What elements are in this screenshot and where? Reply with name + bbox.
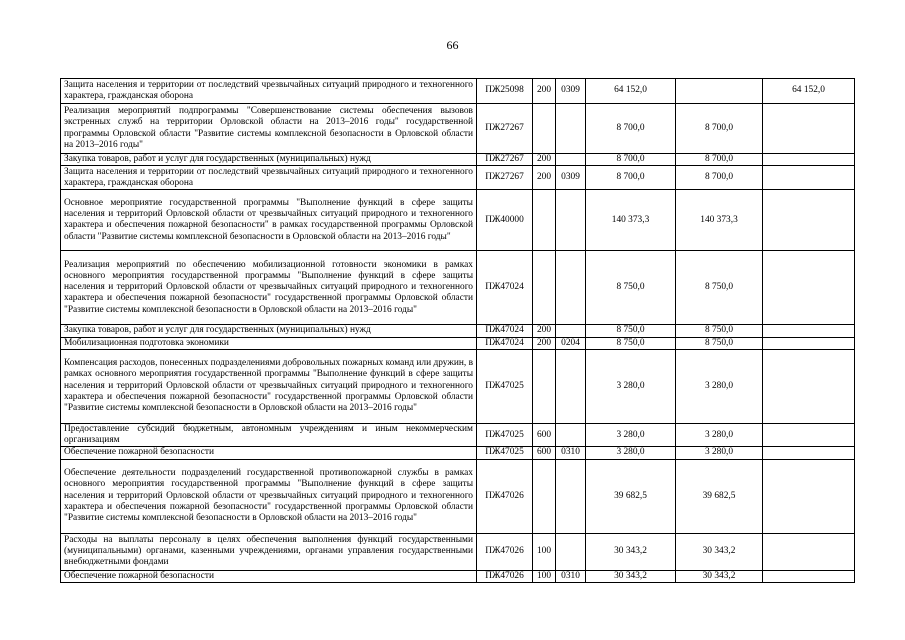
table-row: [61, 423, 855, 447]
table-row: [61, 349, 855, 423]
amount-federal: [763, 166, 855, 190]
amount-total: 8 750,0: [586, 325, 676, 337]
expense-type: [533, 190, 556, 251]
expense-type: 100: [533, 533, 556, 570]
section-code: [556, 349, 586, 423]
row-description: Реализация мероприятий подпрограммы "Совершенствование системы обеспечения вызовов экстренных служб на территории Орловской области на 2013–2016 годы" государственной программы Орловской области "Развитие системы комплексной безопасности в Орловской области на 2013–2016 годы": [61, 104, 477, 154]
amount-regional: 30 343,2: [676, 570, 763, 582]
amount-total: 8 700,0: [586, 154, 676, 166]
target-code: ПЖ47024: [477, 325, 533, 337]
target-code: ПЖ27267: [477, 154, 533, 166]
expense-type: 200: [533, 325, 556, 337]
amount-total: 39 682,5: [586, 459, 676, 533]
target-code: ПЖ47024: [477, 251, 533, 325]
amount-federal: [763, 104, 855, 154]
section-code: [556, 459, 586, 533]
target-code: ПЖ47026: [477, 459, 533, 533]
budget-table: [60, 78, 855, 583]
amount-total: 64 152,0: [586, 79, 676, 104]
amount-total: 8 750,0: [586, 337, 676, 349]
row-description: Расходы на выплаты персоналу в целях обеспечения выполнения функций государственными (муниципальными) органами, казенными учреждениями, органами управления государственными внебюджетными фондами: [61, 533, 477, 570]
amount-total: 8 700,0: [586, 104, 676, 154]
amount-total: 30 343,2: [586, 570, 676, 582]
section-code: [556, 251, 586, 325]
expense-type: 100: [533, 570, 556, 582]
expense-type: [533, 459, 556, 533]
table-row: [61, 325, 855, 337]
target-code: ПЖ47025: [477, 423, 533, 447]
expense-type: [533, 251, 556, 325]
amount-regional: 8 700,0: [676, 166, 763, 190]
row-description: Обеспечение деятельности подразделений государственной противопожарной службы в рамках основного мероприятия государственной программы "Выполнение функций в сфере защиты населения и территорий Орловской области от чрезвычайных ситуаций природного и техногенного характера и обеспечения пожарной безопасности" государственной программы Орловской области "Развитие системы комплексной безопасности в Орловской области на 2013–2016 годы": [61, 459, 477, 533]
amount-regional: 8 750,0: [676, 325, 763, 337]
amount-total: 8 700,0: [586, 166, 676, 190]
table-row: [61, 337, 855, 349]
amount-regional: [676, 79, 763, 104]
row-description: Компенсация расходов, понесенных подразделениями добровольных пожарных команд или дружин, в рамках основного мероприятия государственной программы "Выполнение функций в сфере защиты населения и территорий Орловской области от чрезвычайных ситуаций природного и техногенного характера и обеспечения пожарной безопасности" государственной программы Орловской области "Развитие системы комплексной безопасности в Орловской области на 2013–2016 годы": [61, 349, 477, 423]
target-code: ПЖ27267: [477, 104, 533, 154]
expense-type: [533, 104, 556, 154]
row-description: Закупка товаров, работ и услуг для государственных (муниципальных) нужд: [61, 154, 477, 166]
target-code: ПЖ47024: [477, 337, 533, 349]
amount-regional: 39 682,5: [676, 459, 763, 533]
table-row: [61, 447, 855, 459]
row-description: Обеспечение пожарной безопасности: [61, 570, 477, 582]
amount-regional: 3 280,0: [676, 423, 763, 447]
expense-type: 200: [533, 154, 556, 166]
amount-federal: [763, 423, 855, 447]
table-row: [61, 166, 855, 190]
section-code: 0310: [556, 447, 586, 459]
expense-type: 600: [533, 423, 556, 447]
row-description: Мобилизационная подготовка экономики: [61, 337, 477, 349]
target-code: ПЖ47026: [477, 570, 533, 582]
amount-regional: 3 280,0: [676, 349, 763, 423]
section-code: 0309: [556, 79, 586, 104]
page-number: 66: [446, 38, 459, 52]
table-row: [61, 190, 855, 251]
target-code: ПЖ27267: [477, 166, 533, 190]
amount-regional: 8 700,0: [676, 104, 763, 154]
table-row: [61, 533, 855, 570]
amount-regional: 30 343,2: [676, 533, 763, 570]
row-description: Закупка товаров, работ и услуг для государственных (муниципальных) нужд: [61, 325, 477, 337]
amount-regional: 3 280,0: [676, 447, 763, 459]
expense-type: 200: [533, 337, 556, 349]
row-description: Реализация мероприятий по обеспечению мобилизационной готовности экономики в рамках основного мероприятия государственной программы "Выполнение функций в сфере защиты населения и территорий Орловской области от чрезвычайных ситуаций природного и техногенного характера и обеспечения пожарной безопасности" государственной программы Орловской области "Развитие системы комплексной безопасности в Орловской области на 2013–2016 годы": [61, 251, 477, 325]
expense-type: [533, 349, 556, 423]
amount-federal: [763, 447, 855, 459]
amount-federal: [763, 154, 855, 166]
amount-regional: 8 750,0: [676, 251, 763, 325]
amount-federal: [763, 251, 855, 325]
target-code: ПЖ47025: [477, 447, 533, 459]
expense-type: 600: [533, 447, 556, 459]
section-code: [556, 190, 586, 251]
table-row: [61, 251, 855, 325]
amount-federal: [763, 533, 855, 570]
target-code: ПЖ47025: [477, 349, 533, 423]
section-code: 0309: [556, 166, 586, 190]
target-code: ПЖ40000: [477, 190, 533, 251]
table-row: [61, 154, 855, 166]
section-code: 0310: [556, 570, 586, 582]
row-description: Обеспечение пожарной безопасности: [61, 447, 477, 459]
table-row: [61, 79, 855, 104]
amount-federal: [763, 570, 855, 582]
amount-regional: 140 373,3: [676, 190, 763, 251]
amount-total: 8 750,0: [586, 251, 676, 325]
amount-federal: [763, 190, 855, 251]
section-code: [556, 533, 586, 570]
section-code: [556, 423, 586, 447]
section-code: [556, 154, 586, 166]
amount-total: 3 280,0: [586, 447, 676, 459]
section-code: [556, 325, 586, 337]
section-code: [556, 104, 586, 154]
row-description: Защита населения и территории от последствий чрезвычайных ситуаций природного и техногенного характера, гражданская оборона: [61, 166, 477, 190]
target-code: ПЖ25098: [477, 79, 533, 104]
table-row: [61, 104, 855, 154]
amount-total: 30 343,2: [586, 533, 676, 570]
row-description: Защита населения и территории от последствий чрезвычайных ситуаций природного и техногенного характера, гражданская оборона: [61, 79, 477, 104]
amount-federal: 64 152,0: [763, 79, 855, 104]
amount-total: 3 280,0: [586, 423, 676, 447]
expense-type: 200: [533, 79, 556, 104]
row-description: Предоставление субсидий бюджетным, автономным учреждениям и иным некоммерческим организациям: [61, 423, 477, 447]
amount-federal: [763, 325, 855, 337]
amount-total: 3 280,0: [586, 349, 676, 423]
table-row: [61, 570, 855, 582]
amount-federal: [763, 337, 855, 349]
section-code: 0204: [556, 337, 586, 349]
amount-total: 140 373,3: [586, 190, 676, 251]
target-code: ПЖ47026: [477, 533, 533, 570]
row-description: Основное мероприятие государственной программы "Выполнение функций в сфере защиты населения и территорий Орловской области от чрезвычайных ситуаций природного и техногенного характера и обеспечения пожарной безопасности" в рамках государственной программы Орловской области "Развитие системы комплексной безопасности в Орловской области на 2013–2016 годы": [61, 190, 477, 251]
amount-regional: 8 700,0: [676, 154, 763, 166]
amount-federal: [763, 349, 855, 423]
expense-type: 200: [533, 166, 556, 190]
amount-federal: [763, 459, 855, 533]
table-row: [61, 459, 855, 533]
amount-regional: 8 750,0: [676, 337, 763, 349]
